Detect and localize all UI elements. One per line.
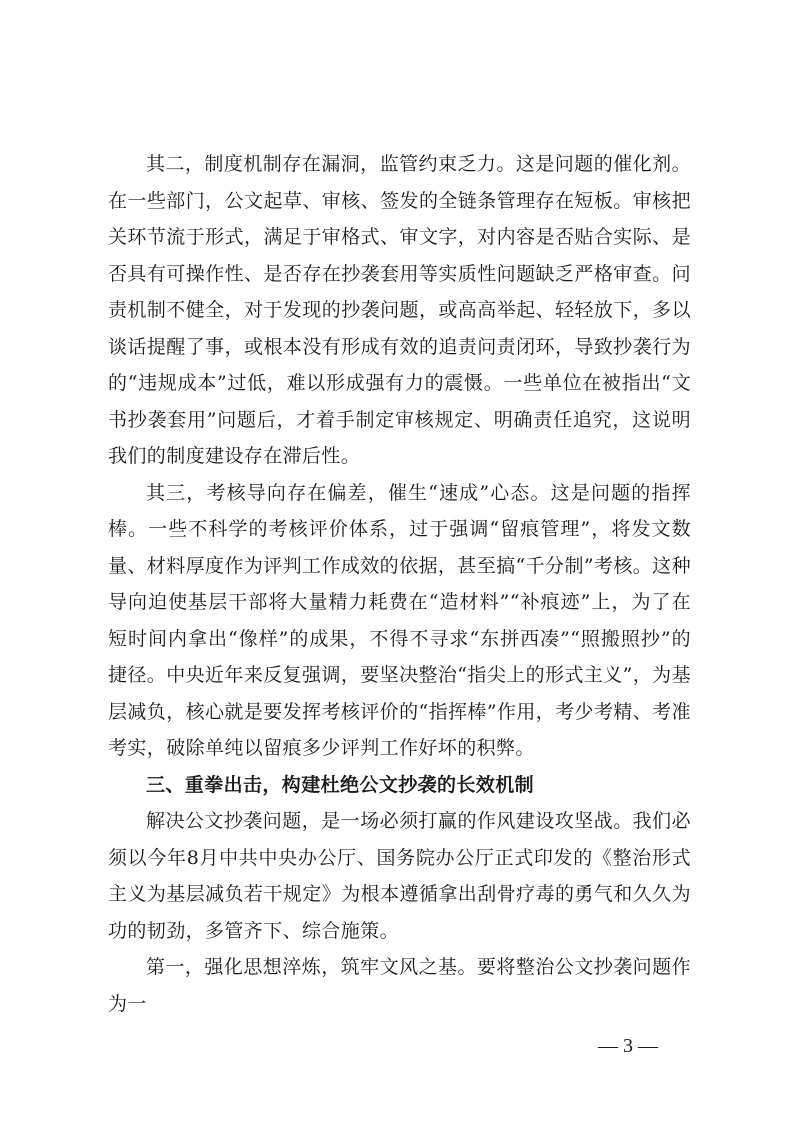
section-heading: 三、重拳出击，构建杜绝公文抄袭的长效机制 bbox=[146, 773, 535, 796]
paragraph-solution-intro: 解决公文抄袭问题，是一场必须打赢的作风建设攻坚战。我们必须以今年8月中共中央办公厅、国务院办公厅正式印发的《整治形式主义为基层减负若干规定》为根本遵循拿出刮骨疗毒的勇气和久久为功的韧劲，多管齐下、综合施策。 bbox=[108, 810, 691, 942]
document-body bbox=[108, 146, 691, 1022]
paragraph-institutional-loopholes: 其二，制度机制存在漏洞，监管约束乏力。这是问题的催化剂。在一些部门，公文起草、审核、签发的全链条管理存在短板。审核把关环节流于形式，满足于审格式、审文字，对内容是否贴合实际、是否具有可操作性、是否存在抄袭套用等实质性问题缺乏严格审查。问责机制不健全，对于发现的抄袭问题，或高高举起、轻轻放下，多以谈话提醒了事，或根本没有形成有效的追责问责闭环，导致抄袭行为的“违规成本”过低，难以形成强有力的震慑。一些单位在被指出“文书抄袭套用”问题后，才着手制定审核规定、明确责任追究，这说明我们的制度建设存在滞后性。 bbox=[108, 153, 691, 467]
page-number: — 3 — bbox=[598, 1035, 658, 1057]
paragraph-assessment-bias: 其三，考核导向存在偏差，催生“速成”心态。这是问题的指挥棒。一些不科学的考核评价体系，过于强调“留痕管理”，将发文数量、材料厚度作为评判工作成效的依据，甚至搞“千分制”考核。这种导向迫使基层干部将大量精力耗费在“造材料”“补痕迹”上，为了在短时间内拿出“像样”的成果，不得不寻求“东拼西凑”“照搬照抄”的捷径。中央近年来反复强调，要坚决整治“指尖上的形式主义”，为基层减负，核心就是要发挥考核评价的“指挥棒”作用，考少考精、考准考实，破除单纯以留痕多少评判工作好坏的积弊。 bbox=[108, 481, 691, 759]
paragraph-first-measure: 第一，强化思想淬炼，筑牢文风之基。要将整治公文抄袭问题作为一 bbox=[108, 956, 691, 1015]
